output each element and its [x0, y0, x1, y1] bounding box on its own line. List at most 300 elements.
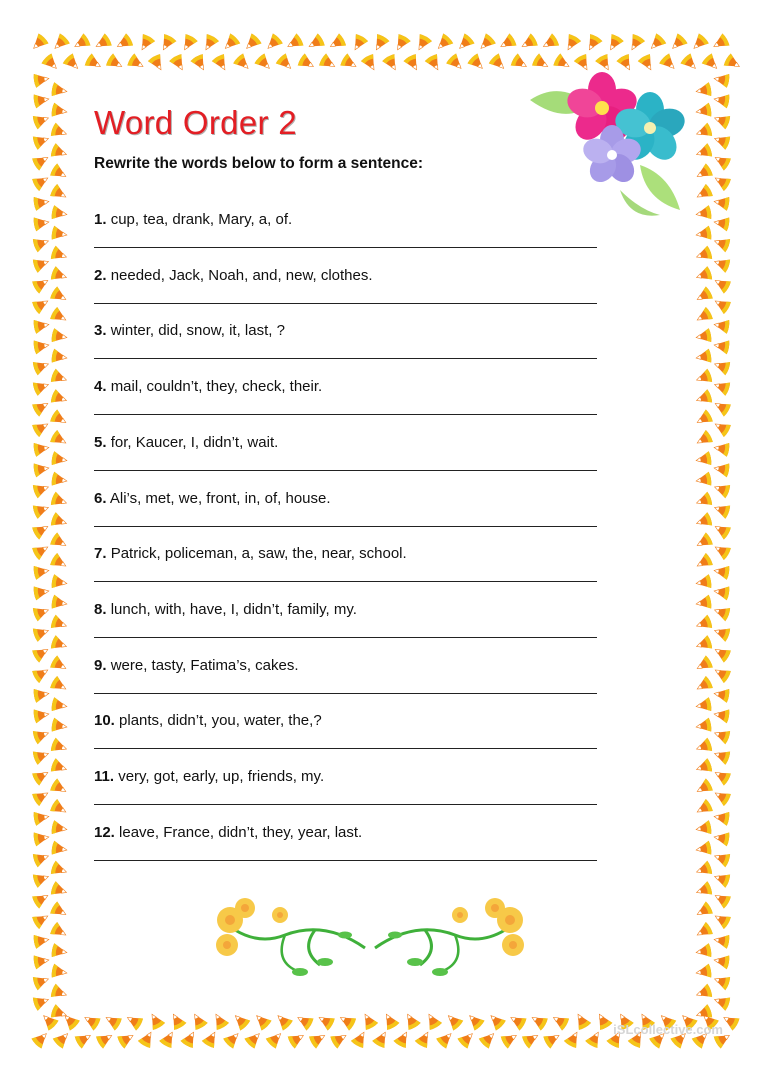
candy-corn-icon [49, 532, 69, 552]
candy-corn-icon [50, 368, 69, 386]
candy-corn-icon [32, 870, 51, 888]
candy-corn-icon [157, 33, 177, 53]
candy-corn-icon [712, 520, 732, 540]
exercise-item [94, 545, 599, 595]
candy-corn-icon [31, 787, 51, 807]
instruction-text: Rewrite the words below to form a sentence: [94, 155, 424, 172]
candy-corn-icon [694, 983, 713, 1001]
candy-corn-icon [710, 33, 730, 53]
candy-corn-icon [713, 441, 730, 457]
candy-corn-icon [51, 82, 68, 98]
candy-corn-icon [273, 1011, 294, 1032]
candy-corn-icon [50, 266, 69, 284]
candy-corn-icon [403, 53, 423, 73]
answer-line[interactable] [94, 748, 597, 749]
candy-corn-icon [500, 1029, 520, 1049]
candy-corn-icon [146, 1011, 166, 1031]
candy-corn-icon [33, 338, 50, 354]
candy-corn-icon [50, 860, 69, 878]
candy-corn-icon [50, 614, 69, 632]
candy-corn-icon [695, 226, 712, 242]
candy-corn-icon [550, 1011, 570, 1031]
exercise-prompt [94, 490, 599, 507]
candy-corn-icon [694, 655, 714, 675]
candy-corn-icon [497, 33, 517, 53]
candy-corn-icon [521, 1029, 541, 1049]
candy-corn-icon [382, 53, 402, 73]
candy-corn-icon [50, 737, 69, 755]
candy-corn-icon [340, 53, 360, 73]
candy-corn-icon [179, 33, 199, 53]
candy-corn-icon [159, 1029, 179, 1049]
candy-corn-icon [695, 697, 712, 713]
candy-corn-icon [32, 378, 51, 396]
candy-corn-icon [49, 675, 69, 695]
exercise-prompt [94, 601, 599, 618]
exercise-item [94, 824, 599, 874]
candy-corn-icon [33, 953, 50, 969]
candy-corn-icon [220, 33, 241, 54]
exercise-number: 9. [94, 656, 107, 674]
candy-corn-icon [327, 33, 347, 53]
candy-corn-icon [114, 33, 134, 53]
candy-corn-icon [33, 584, 50, 600]
candy-corn-icon [242, 33, 263, 54]
candy-corn-icon [50, 491, 69, 509]
candy-corn-icon [605, 33, 625, 53]
candy-corn-icon [476, 33, 497, 54]
floral-ornament-icon [205, 890, 535, 990]
exercise-words: needed, Jack, Noah, and, new, clothes. [110, 266, 373, 284]
candy-corn-icon [49, 901, 69, 921]
exercise-prompt [94, 545, 599, 562]
hibiscus-flowers-icon [520, 70, 700, 220]
candy-corn-icon [32, 849, 51, 867]
worksheet-title: Word Order 2 [94, 104, 297, 141]
candy-corn-icon [519, 33, 539, 53]
candy-corn-icon [49, 163, 69, 183]
candy-corn-icon [50, 512, 69, 530]
candy-corn-icon [31, 295, 51, 315]
candy-corn-icon [393, 1029, 413, 1049]
candy-corn-icon [712, 541, 732, 561]
candy-corn-icon [712, 501, 731, 519]
candy-corn-icon [50, 143, 69, 161]
answer-line[interactable] [94, 414, 597, 415]
answer-line[interactable] [94, 358, 597, 359]
candy-corn-icon [712, 357, 731, 375]
candy-corn-icon [713, 195, 730, 211]
candy-corn-icon [52, 1029, 73, 1050]
candy-corn-icon [51, 103, 68, 119]
candy-corn-icon [49, 183, 69, 203]
candy-corn-icon [712, 172, 732, 192]
candy-corn-icon [562, 33, 582, 53]
exercise-words: Ali’s, met, we, front, in, of, house. [109, 489, 331, 507]
answer-line[interactable] [94, 637, 597, 638]
candy-corn-icon [701, 53, 722, 74]
exercise-words: lunch, with, have, I, didn’t, family, my. [110, 600, 357, 618]
candy-corn-icon [117, 1029, 137, 1049]
candy-corn-icon [695, 841, 712, 857]
candy-corn-icon [31, 541, 51, 561]
candy-corn-icon [646, 33, 667, 54]
candy-corn-icon [392, 33, 412, 53]
candy-corn-icon [712, 870, 731, 888]
candy-corn-icon [51, 349, 68, 365]
candy-corn-icon [712, 993, 731, 1011]
candy-corn-icon [31, 766, 51, 786]
candy-corn-icon [50, 983, 69, 1001]
exercise-item [94, 768, 599, 818]
candy-corn-icon [713, 215, 730, 231]
candy-corn-icon [31, 643, 51, 663]
candy-corn-icon [713, 338, 730, 354]
candy-corn-icon [33, 687, 50, 703]
candy-corn-icon [713, 461, 730, 477]
candy-corn-icon [370, 33, 390, 53]
candy-corn-icon [694, 368, 713, 386]
candy-corn-icon [695, 964, 712, 980]
exercise-words: Patrick, policeman, a, saw, the, near, school. [110, 545, 407, 563]
candy-corn-icon [360, 53, 380, 73]
exercise-prompt [94, 211, 599, 228]
candy-corn-icon [712, 151, 732, 171]
candy-corn-icon [33, 933, 50, 949]
candy-corn-icon [254, 53, 275, 74]
candy-corn-icon [189, 1011, 209, 1031]
candy-corn-icon [694, 860, 713, 878]
candy-corn-icon [713, 92, 730, 108]
candy-corn-icon [695, 349, 712, 365]
candy-corn-icon [713, 318, 730, 334]
candy-corn-icon [694, 512, 713, 530]
candy-corn-icon [668, 33, 689, 54]
exercise-prompt [94, 712, 599, 729]
candy-corn-icon [424, 53, 444, 73]
candy-corn-icon [33, 215, 50, 231]
candy-corn-icon [712, 397, 732, 417]
candy-corn-icon [51, 595, 68, 611]
candy-corn-icon [572, 1011, 592, 1031]
exercise-words: very, got, early, up, friends, my. [118, 768, 325, 785]
candy-corn-icon [695, 718, 712, 734]
candy-corn-icon [712, 643, 732, 663]
candy-corn-icon [585, 1029, 605, 1049]
candy-corn-icon [223, 1029, 244, 1050]
candy-corn-icon [31, 274, 51, 294]
exercise-item [94, 267, 599, 317]
candy-corn-icon [105, 53, 125, 73]
candy-corn-icon [284, 33, 304, 53]
candy-corn-icon [593, 1011, 613, 1031]
answer-line[interactable] [94, 526, 597, 527]
candy-corn-icon [433, 33, 454, 54]
answer-line[interactable] [94, 860, 597, 861]
candy-corn-icon [136, 33, 156, 53]
candy-corn-icon [51, 451, 68, 467]
candy-corn-icon [316, 1011, 336, 1031]
candy-corn-icon [712, 889, 732, 909]
candy-corn-icon [306, 33, 326, 53]
candy-corn-icon [32, 111, 51, 129]
candy-corn-icon [49, 655, 69, 675]
exercise-words: mail, couldn’t, they, check, their. [110, 378, 323, 396]
exercise-item [94, 378, 599, 428]
candy-corn-icon [51, 718, 68, 734]
candy-corn-icon [51, 574, 68, 590]
exercise-number: 6. [94, 489, 107, 507]
exercise-prompt [94, 768, 599, 785]
candy-corn-icon [32, 624, 51, 642]
candy-corn-icon [723, 53, 743, 73]
candy-corn-icon [713, 933, 730, 949]
candy-corn-icon [694, 614, 713, 632]
candy-corn-icon [720, 1011, 740, 1031]
exercise-number: 12. [94, 823, 115, 841]
candy-corn-icon [297, 53, 317, 73]
candy-corn-icon [543, 1029, 563, 1049]
candy-corn-icon [32, 747, 51, 765]
candy-corn-icon [200, 33, 220, 53]
candy-corn-icon [694, 758, 713, 776]
candy-corn-icon [694, 409, 714, 429]
candy-corn-icon [31, 151, 51, 171]
candy-corn-icon [49, 921, 69, 941]
exercise-prompt [94, 378, 599, 395]
candy-corn-icon [694, 778, 714, 798]
candy-corn-icon [81, 1011, 101, 1031]
candy-corn-icon [695, 820, 712, 836]
candy-corn-icon [465, 1011, 486, 1032]
answer-line[interactable] [94, 693, 597, 694]
candy-corn-icon [31, 397, 51, 417]
candy-corn-icon [712, 132, 731, 150]
candy-corn-icon [712, 747, 731, 765]
candy-corn-icon [402, 1011, 422, 1031]
candy-corn-icon [694, 245, 713, 263]
exercise-item [94, 490, 599, 540]
candy-corn-icon [31, 520, 51, 540]
candy-corn-icon [230, 1011, 251, 1032]
candy-corn-icon [33, 195, 50, 211]
candy-corn-icon [529, 1011, 549, 1031]
exercise-words: cup, tea, drank, Mary, a, of. [110, 211, 293, 228]
candy-corn-icon [33, 830, 50, 846]
candy-corn-icon [252, 1011, 273, 1032]
candy-corn-icon [695, 328, 712, 344]
candy-corn-icon [32, 480, 51, 498]
candy-corn-icon [50, 635, 69, 653]
candy-corn-icon [49, 306, 69, 326]
candy-corn-icon [712, 480, 731, 498]
candy-corn-icon [337, 1011, 357, 1031]
candy-corn-icon [455, 33, 476, 54]
candy-corn-icon [713, 687, 730, 703]
candy-corn-icon [95, 1029, 115, 1049]
candy-corn-icon [62, 53, 83, 74]
exercise-item [94, 601, 599, 651]
candy-corn-icon [32, 603, 51, 621]
candy-corn-icon [50, 245, 69, 263]
candy-corn-icon [694, 881, 713, 899]
candy-corn-icon [50, 122, 69, 140]
candy-corn-icon [32, 993, 51, 1011]
answer-line[interactable] [94, 247, 597, 248]
candy-corn-icon [32, 357, 51, 375]
candy-corn-icon [31, 172, 51, 192]
candy-corn-icon [695, 574, 712, 590]
candy-corn-icon [49, 429, 69, 449]
candy-corn-icon [712, 111, 731, 129]
exercise-item [94, 434, 599, 484]
candy-corn-icon [713, 584, 730, 600]
candy-corn-icon [137, 1029, 157, 1049]
candy-corn-icon [486, 1011, 507, 1032]
candy-corn-icon [694, 798, 714, 818]
candy-corn-icon [457, 1029, 478, 1050]
candy-corn-icon [103, 1011, 123, 1031]
exercise-words: for, Kaucer, I, didn’t, wait. [110, 433, 279, 451]
candy-corn-icon [350, 1029, 370, 1049]
candy-corn-icon [318, 53, 338, 73]
candy-corn-icon [712, 624, 731, 642]
exercise-number: 7. [94, 545, 107, 563]
candy-corn-icon [33, 318, 50, 334]
candy-corn-icon [31, 889, 51, 909]
exercise-item [94, 712, 599, 762]
candy-corn-icon [32, 501, 51, 519]
candy-corn-icon [49, 409, 69, 429]
answer-line[interactable] [94, 470, 597, 471]
candy-corn-icon [540, 33, 560, 53]
candy-corn-icon [712, 664, 732, 684]
candy-corn-icon [695, 472, 712, 488]
exercise-prompt [94, 267, 599, 284]
candy-corn-icon [33, 707, 50, 723]
candy-corn-icon [694, 921, 714, 941]
candy-corn-icon [694, 675, 714, 695]
candy-corn-icon [694, 266, 713, 284]
candy-corn-icon [201, 1029, 221, 1049]
candy-corn-icon [712, 418, 732, 438]
candy-corn-icon [51, 820, 68, 836]
candy-corn-icon [294, 1011, 314, 1031]
candy-corn-icon [50, 758, 69, 776]
candy-corn-icon [712, 295, 732, 315]
candy-corn-icon [127, 53, 147, 73]
candy-corn-icon [694, 306, 714, 326]
candy-corn-icon [233, 53, 254, 74]
candy-corn-icon [478, 1029, 499, 1050]
candy-corn-icon [694, 389, 713, 407]
candy-corn-icon [51, 226, 68, 242]
candy-corn-icon [29, 33, 50, 54]
candy-corn-icon [583, 33, 603, 53]
candy-corn-icon [31, 1029, 52, 1050]
candy-corn-icon [74, 1029, 94, 1049]
candy-corn-icon [712, 726, 731, 744]
candy-corn-icon [31, 418, 51, 438]
candy-corn-icon [147, 53, 167, 73]
candy-corn-icon [31, 664, 51, 684]
candy-corn-icon [330, 1029, 350, 1049]
candy-corn-icon [265, 1029, 286, 1050]
candy-corn-icon [31, 910, 51, 930]
candy-corn-icon [694, 429, 714, 449]
candy-corn-icon [694, 491, 713, 509]
answer-line[interactable] [94, 581, 597, 582]
candy-corn-icon [712, 255, 731, 273]
exercise-words: winter, did, snow, it, last, ? [110, 322, 285, 340]
candy-corn-icon [84, 53, 104, 73]
candy-corn-icon [275, 53, 296, 74]
exercise-number: 4. [94, 378, 107, 396]
candy-corn-icon [51, 964, 68, 980]
candy-corn-icon [51, 697, 68, 713]
exercise-words: leave, France, didn’t, they, year, last. [119, 823, 363, 841]
exercise-item [94, 211, 599, 261]
candy-corn-icon [467, 53, 488, 74]
candy-corn-icon [694, 286, 714, 306]
candy-corn-icon [563, 1029, 583, 1049]
candy-corn-icon [443, 1011, 464, 1032]
candy-corn-icon [713, 830, 730, 846]
candy-corn-icon [211, 53, 231, 73]
candy-corn-icon [626, 33, 646, 53]
candy-corn-icon [244, 1029, 265, 1050]
candy-corn-icon [713, 72, 730, 88]
candy-corn-icon [712, 787, 732, 807]
candy-corn-icon [436, 1029, 457, 1050]
candy-corn-icon [32, 132, 51, 150]
exercise-prompt [94, 434, 599, 451]
candy-corn-icon [33, 72, 50, 88]
candy-corn-icon [380, 1011, 400, 1031]
exercise-prompt [94, 322, 599, 339]
candy-corn-icon [712, 378, 731, 396]
candy-corn-icon [32, 972, 51, 990]
candy-corn-icon [32, 255, 51, 273]
exercise-prompt [94, 657, 599, 674]
candy-corn-icon [694, 635, 713, 653]
exercise-item [94, 322, 599, 372]
exercise-number: 11. [94, 768, 115, 785]
candy-corn-icon [33, 441, 50, 457]
candy-corn-icon [51, 205, 68, 221]
candy-corn-icon [695, 595, 712, 611]
candy-corn-icon [49, 286, 69, 306]
watermark: iSLcollective.com [613, 1022, 723, 1037]
candy-corn-icon [713, 707, 730, 723]
candy-corn-icon [51, 328, 68, 344]
candy-corn-icon [33, 92, 50, 108]
candy-corn-icon [49, 552, 69, 572]
candy-corn-icon [287, 1029, 307, 1049]
candy-corn-icon [263, 33, 284, 54]
candy-corn-icon [50, 881, 69, 899]
candy-corn-icon [694, 552, 714, 572]
candy-corn-icon [695, 451, 712, 467]
answer-line[interactable] [94, 303, 597, 304]
exercise-prompt [94, 824, 599, 841]
candy-corn-icon [33, 564, 50, 580]
exercise-number: 8. [94, 600, 107, 618]
candy-corn-icon [359, 1011, 379, 1031]
answer-line[interactable] [94, 804, 597, 805]
candy-corn-icon [51, 943, 68, 959]
candy-corn-icon [488, 53, 509, 74]
